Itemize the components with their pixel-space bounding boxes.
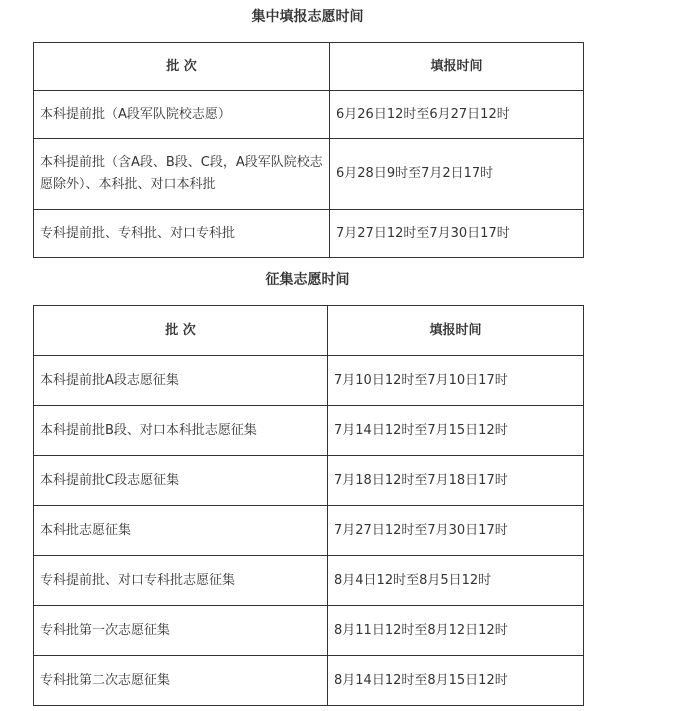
section-title-supplementary: 征集志愿时间	[265, 272, 350, 288]
table-row	[34, 656, 584, 706]
table-row	[34, 406, 584, 456]
batch-cell: 本科提前批（A段军队院校志愿）	[34, 91, 330, 139]
section-title-centralized: 集中填报志愿时间	[251, 9, 364, 25]
table-row	[34, 210, 584, 258]
time-cell: 7月27日12时至7月30日17时	[330, 210, 584, 258]
batch-cell: 本科批志愿征集	[34, 506, 328, 556]
centralized-schedule-table	[33, 42, 584, 258]
time-cell: 7月10日12时至7月10日17时	[328, 356, 584, 406]
time-cell: 8月4日12时至8月5日12时	[328, 556, 584, 606]
time-cell: 6月26日12时至6月27日12时	[330, 91, 584, 139]
header-batch: 批 次	[34, 306, 328, 356]
batch-cell: 专科提前批、对口专科批志愿征集	[34, 556, 328, 606]
supplementary-schedule-table	[33, 305, 584, 706]
table-header-row	[34, 306, 584, 356]
table-row	[34, 606, 584, 656]
time-cell: 7月18日12时至7月18日17时	[328, 456, 584, 506]
table-header-row	[34, 43, 584, 91]
time-cell: 8月11日12时至8月12日12时	[328, 606, 584, 656]
batch-cell: 本科提前批（含A段、B段、C段，A段军队院校志愿除外）、本科批、对口本科批	[34, 139, 330, 210]
table-row	[34, 506, 584, 556]
batch-cell: 本科提前批B段、对口本科批志愿征集	[34, 406, 328, 456]
table-row	[34, 456, 584, 506]
table-row	[34, 139, 584, 210]
table-row	[34, 91, 584, 139]
batch-cell: 本科提前批C段志愿征集	[34, 456, 328, 506]
header-time: 填报时间	[328, 306, 584, 356]
time-cell: 7月14日12时至7月15日12时	[328, 406, 584, 456]
batch-cell: 专科批第二次志愿征集	[34, 656, 328, 706]
time-cell: 8月14日12时至8月15日12时	[328, 656, 584, 706]
table-row	[34, 356, 584, 406]
batch-cell: 专科提前批、专科批、对口专科批	[34, 210, 330, 258]
time-cell: 7月27日12时至7月30日17时	[328, 506, 584, 556]
header-batch: 批 次	[34, 43, 330, 91]
table-row	[34, 556, 584, 606]
batch-cell: 专科批第一次志愿征集	[34, 606, 328, 656]
time-cell: 6月28日9时至7月2日17时	[330, 139, 584, 210]
batch-cell: 本科提前批A段志愿征集	[34, 356, 328, 406]
header-time: 填报时间	[330, 43, 584, 91]
